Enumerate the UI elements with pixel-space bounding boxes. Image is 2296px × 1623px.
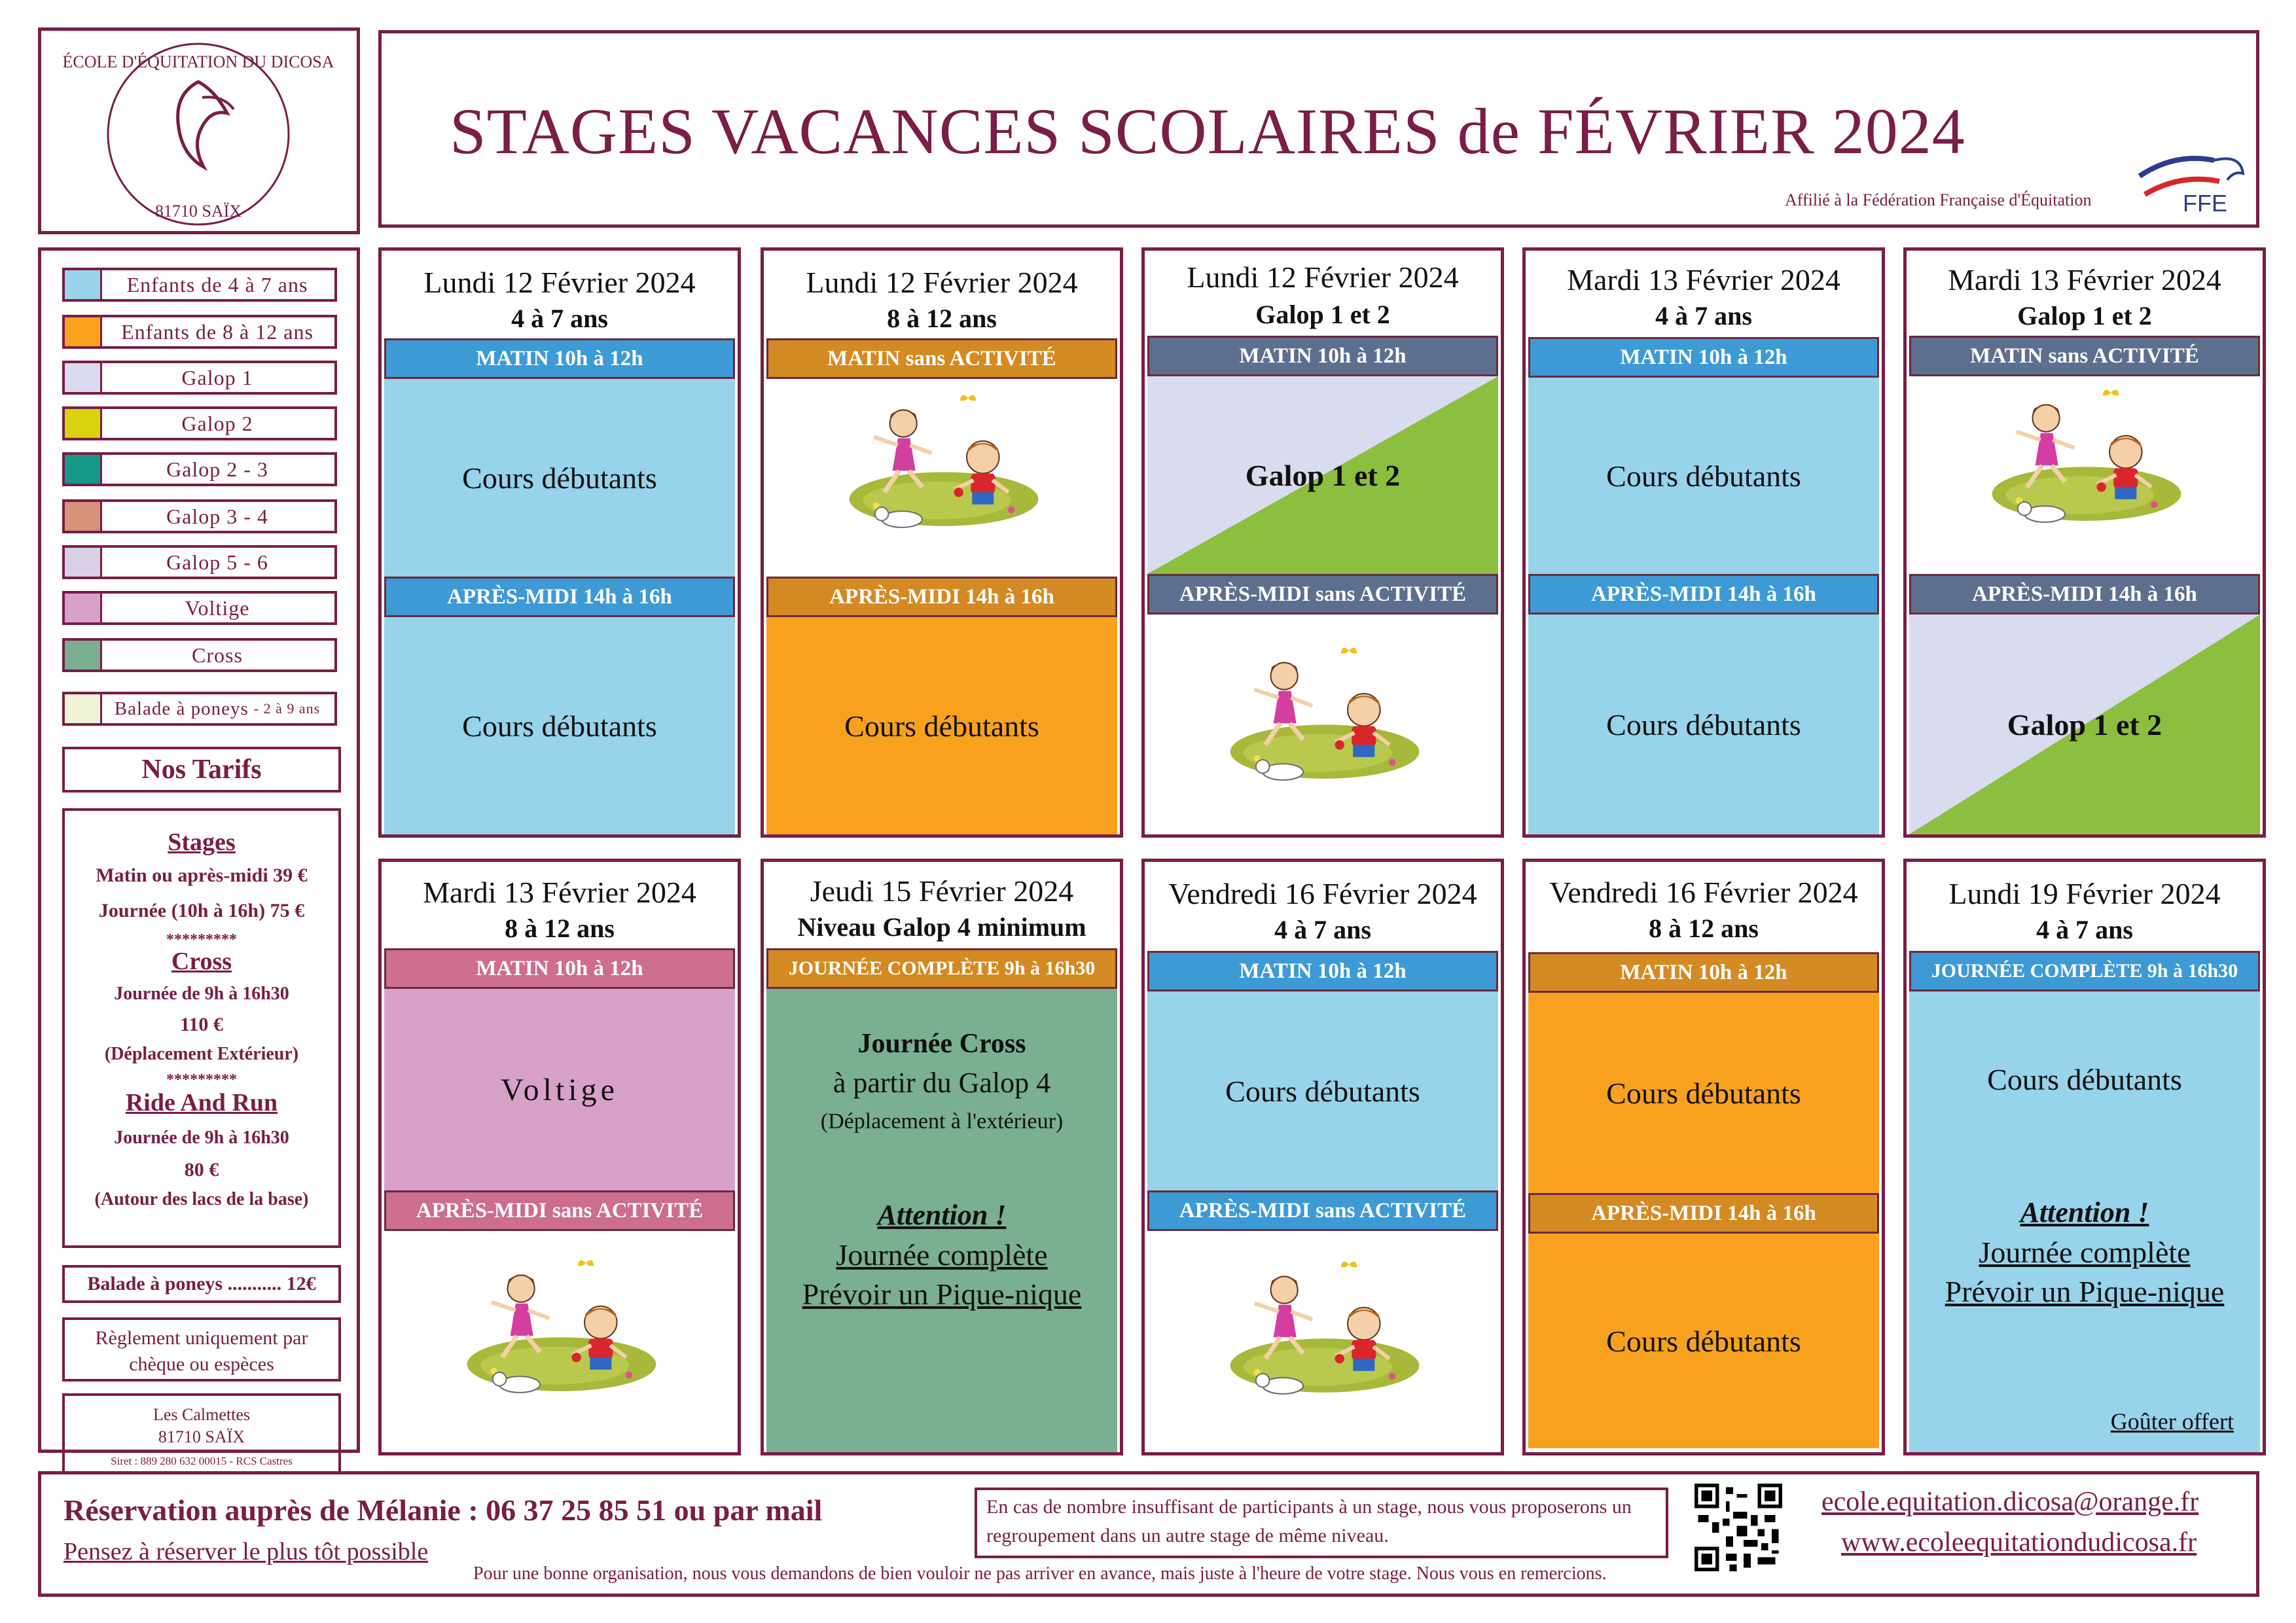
legend-label <box>100 270 334 299</box>
card-age: 4 à 7 ans <box>511 304 608 333</box>
legend-item <box>62 591 337 625</box>
afternoon-bar: APRÈS-MIDI 14h à 16h <box>766 577 1117 617</box>
afternoon-bar: APRÈS-MIDI 14h à 16h <box>1528 574 1879 615</box>
morning-bar: MATIN 10h à 12h <box>1147 951 1498 991</box>
card-age: 4 à 7 ans <box>1274 915 1371 944</box>
attention-label: Attention ! <box>877 1199 1007 1231</box>
legend-item <box>62 406 337 440</box>
card-age: 8 à 12 ans <box>1649 914 1759 943</box>
legend-swatch <box>65 270 102 299</box>
afternoon-bar: APRÈS-MIDI 14h à 16h <box>1909 574 2260 615</box>
full-day-bar: JOURNÉE COMPLÈTE 9h à 16h30 <box>766 948 1117 989</box>
galop-label: Galop 1 et 2 <box>2007 707 2162 741</box>
card-lundi-12-galop <box>1141 247 1504 838</box>
morning-activity: Cours débutants <box>1147 991 1498 1190</box>
organisation-note: Pour une bonne organisation, nous vous demandons de bien vouloir ne pas arriver en avance, mais juste à l'heure de votre stage. Nous vous en remercions. <box>473 1563 1607 1584</box>
kids-playing-icon <box>1217 1257 1433 1406</box>
cross-title: Cross <box>171 948 232 975</box>
logo-city: 81710 SAÏX <box>154 202 242 221</box>
logo-text: ÉCOLE D'ÉQUITATION DU DICOSA <box>62 52 334 71</box>
legend-item <box>62 361 337 395</box>
kids-playing-icon <box>1979 385 2195 535</box>
stages-line-2: Journée (10h à 16h) 75 € <box>98 900 305 921</box>
legend-label <box>100 548 334 577</box>
ride-and-run-title: Ride And Run <box>125 1089 278 1116</box>
card-age: 4 à 7 ans <box>2036 915 2133 944</box>
morning-activity: Voltige <box>384 989 735 1190</box>
legend-label-text: Galop 5 - 6 <box>166 550 268 574</box>
legend-swatch <box>65 641 102 669</box>
ride-and-run-line: Journée de 9h à 16h30 <box>114 1128 289 1148</box>
card-lundi-12-4-7 <box>378 247 741 838</box>
reservation-text: Réservation auprès de Mélanie : 06 37 25 85 51 ou par mail <box>63 1493 823 1527</box>
ffe-text: FFE <box>2183 190 2227 217</box>
legend-item <box>62 315 337 349</box>
morning-activity: Cours débutants <box>384 379 735 577</box>
afternoon-bar: APRÈS-MIDI 14h à 16h <box>384 577 735 617</box>
galop-label: Galop 1 et 2 <box>1245 458 1401 492</box>
legend-item <box>62 638 337 672</box>
cross-note: (Déplacement à l'extérieur) <box>820 1109 1064 1133</box>
morning-bar: MATIN 10h à 12h <box>1528 952 1879 993</box>
attention-line-2: Prévoir un Pique-nique <box>1945 1275 2225 1308</box>
legend-label <box>100 641 334 669</box>
kids-playing-icon <box>454 1256 670 1405</box>
legend-item <box>62 499 337 533</box>
afternoon-bar: APRÈS-MIDI sans ACTIVITÉ <box>1147 574 1498 615</box>
legend-label-text: Balade à poneys <box>114 698 249 719</box>
legend-swatch <box>65 502 102 531</box>
attention-line-2: Prévoir un Pique-nique <box>802 1277 1082 1311</box>
card-lundi-19-4-7 <box>1903 859 2266 1455</box>
legend-label-text: Cross <box>192 643 243 667</box>
kids-playing-icon <box>836 391 1052 540</box>
full-day-activity <box>1909 991 2260 1452</box>
morning-bar: MATIN 10h à 12h <box>1528 337 1879 378</box>
card-vendredi-16-8-12 <box>1522 859 1885 1455</box>
address-box <box>62 1393 341 1481</box>
legend-swatch <box>65 548 102 577</box>
logo-box <box>38 27 360 234</box>
reglement-box <box>62 1317 341 1382</box>
card-jeudi-15-cross <box>761 859 1123 1455</box>
separator-stars: ********* <box>166 931 237 948</box>
afternoon-activity: Cours débutants <box>384 617 735 834</box>
legend-label <box>100 409 334 438</box>
card-mardi-13-8-12 <box>378 859 741 1455</box>
legend-note: - 2 à 9 ans <box>253 700 321 717</box>
card-date: Mardi 13 Février 2024 <box>423 876 696 909</box>
legend-swatch <box>65 317 102 346</box>
full-day-activity <box>766 989 1117 1452</box>
legend-item <box>62 692 337 726</box>
afternoon-bar: APRÈS-MIDI sans ACTIVITÉ <box>384 1190 735 1231</box>
afternoon-activity: Cours débutants <box>1528 1234 1879 1448</box>
legend-item <box>62 545 337 579</box>
card-age: 8 à 12 ans <box>505 914 615 943</box>
cross-price: 110 € <box>180 1014 223 1035</box>
attention-line-1: Journée complète <box>836 1238 1048 1272</box>
balade-price-box <box>62 1265 341 1303</box>
legend-label-text: Enfants de 8 à 12 ans <box>121 319 314 344</box>
tarifs-box <box>62 808 341 1248</box>
kids-playing-icon <box>1217 643 1433 793</box>
card-date: Lundi 12 Février 2024 <box>806 266 1078 299</box>
stages-title: Stages <box>168 829 236 856</box>
afternoon-bar: APRÈS-MIDI sans ACTIVITÉ <box>1147 1190 1498 1231</box>
morning-bar: MATIN 10h à 12h <box>1147 336 1498 376</box>
card-vendredi-16-4-7 <box>1141 859 1504 1455</box>
card-date: Mardi 13 Février 2024 <box>1567 263 1840 296</box>
regroupement-note: En cas de nombre insuffisant de participants à un stage, nous vous proposerons un regroupement dans un autre stage de même niveau. <box>975 1488 1668 1558</box>
page-title: STAGES VACANCES SCOLAIRES de FÉVRIER 2024 <box>450 95 1965 168</box>
affiliation-text: Affilié à la Fédération Française d'Équitation <box>1785 190 2092 209</box>
morning-bar: MATIN 10h à 12h <box>384 948 735 989</box>
gouter-note: Goûter offert <box>2110 1408 2234 1435</box>
legend-swatch <box>65 594 102 622</box>
afternoon-activity: Cours débutants <box>1528 615 1879 834</box>
cross-line: Journée de 9h à 16h30 <box>114 984 289 1004</box>
cross-note: (Déplacement Extérieur) <box>104 1044 299 1064</box>
siret: Siret : 889 280 632 00015 - RCS Castres <box>111 1455 293 1467</box>
legend-swatch <box>65 409 102 438</box>
morning-activity: Cours débutants <box>1528 993 1879 1193</box>
attention-line-1: Journée complète <box>1979 1236 2191 1269</box>
card-date: Vendredi 16 Février 2024 <box>1168 877 1477 910</box>
balade-price: Balade à poneys ........... 12€ <box>87 1273 316 1294</box>
card-lundi-12-8-12 <box>761 247 1123 838</box>
legend-label-text: Galop 2 - 3 <box>166 457 268 481</box>
legend-swatch <box>65 694 102 723</box>
full-day-bar: JOURNÉE COMPLÈTE 9h à 16h30 <box>1909 951 2260 991</box>
separator-stars: ********* <box>166 1071 237 1088</box>
tarifs-heading-box <box>62 747 341 793</box>
cross-level: à partir du Galop 4 <box>833 1067 1051 1099</box>
legend-label <box>100 455 334 484</box>
legend-label <box>100 594 334 622</box>
afternoon-bar: APRÈS-MIDI 14h à 16h <box>1528 1193 1879 1234</box>
attention-label: Attention ! <box>2020 1196 2149 1228</box>
legend-label <box>100 363 334 392</box>
sidebar <box>38 247 360 1467</box>
legend-swatch <box>65 455 102 484</box>
card-date: Vendredi 16 Février 2024 <box>1549 876 1858 909</box>
legend-label <box>100 317 334 346</box>
website-link[interactable]: www.ecoleequitationdudicosa.fr <box>1841 1527 2197 1558</box>
card-level: Galop 1 et 2 <box>1255 300 1390 329</box>
legend-label-text: Galop 2 <box>181 411 253 435</box>
morning-bar: MATIN sans ACTIVITÉ <box>766 338 1117 379</box>
ffe-logo-icon <box>2136 134 2247 219</box>
ride-and-run-price: 80 € <box>184 1159 219 1181</box>
card-mardi-13-4-7 <box>1522 247 1885 838</box>
address-line-2: 81710 SAÏX <box>158 1427 245 1446</box>
school-logo-icon <box>62 36 334 232</box>
card-date: Lundi 12 Février 2024 <box>423 266 696 299</box>
activity-label: Cours débutants <box>1987 1063 2182 1096</box>
legend-label <box>100 694 334 723</box>
card-date: Lundi 12 Février 2024 <box>1187 260 1459 294</box>
legend-item <box>62 268 337 302</box>
card-mardi-13-galop <box>1903 247 2266 838</box>
card-date: Lundi 19 Février 2024 <box>1948 877 2221 910</box>
legend-label-text: Galop 3 - 4 <box>166 504 268 528</box>
afternoon-activity <box>1909 615 2260 834</box>
reserve-early-text: Pensez à réserver le plus tôt possible <box>63 1538 429 1565</box>
legend-item <box>62 452 337 486</box>
email-link[interactable]: ecole.equitation.dicosa@orange.fr <box>1821 1487 2199 1517</box>
ride-and-run-note: (Autour des lacs de la base) <box>94 1189 309 1209</box>
cross-title: Journée Cross <box>857 1029 1026 1059</box>
morning-bar: MATIN 10h à 12h <box>384 338 735 379</box>
reglement-text: Règlement uniquement par chèque ou espèces <box>95 1327 308 1375</box>
legend-label-text: Enfants de 4 à 7 ans <box>126 272 308 296</box>
stages-line-1: Matin ou après-midi 39 € <box>96 865 308 886</box>
legend-label-text: Galop 1 <box>181 365 253 389</box>
morning-activity <box>1147 376 1498 574</box>
card-date: Jeudi 15 Février 2024 <box>810 874 1074 908</box>
card-age: 4 à 7 ans <box>1655 301 1752 330</box>
afternoon-activity: Cours débutants <box>766 617 1117 834</box>
qr-code-icon[interactable] <box>1695 1484 1782 1571</box>
card-level: Niveau Galop 4 minimum <box>797 912 1086 942</box>
title-box <box>378 30 2259 228</box>
footer <box>38 1471 2259 1597</box>
morning-activity: Cours débutants <box>1528 378 1879 574</box>
tarifs-heading: Nos Tarifs <box>141 755 262 785</box>
legend-label-text: Voltige <box>185 596 250 620</box>
card-date: Mardi 13 Février 2024 <box>1948 263 2221 296</box>
card-level: Galop 1 et 2 <box>2017 301 2152 330</box>
legend-swatch <box>65 363 102 392</box>
morning-bar: MATIN sans ACTIVITÉ <box>1909 336 2260 376</box>
card-age: 8 à 12 ans <box>887 304 997 333</box>
address-line-1: Les Calmettes <box>152 1405 250 1424</box>
legend-label <box>100 502 334 531</box>
